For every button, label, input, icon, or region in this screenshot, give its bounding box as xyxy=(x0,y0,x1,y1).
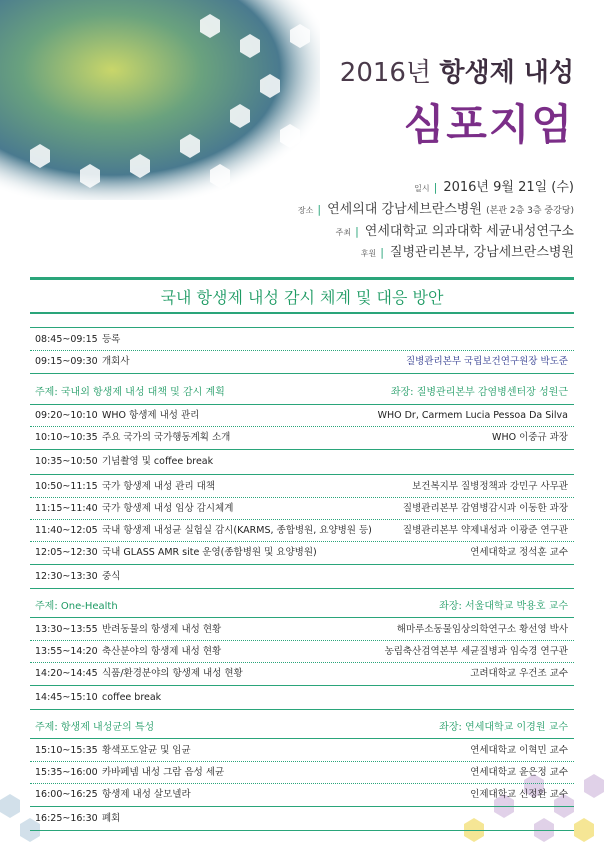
title-year: 2016년 xyxy=(339,58,432,88)
program-row: 08:45~09:15 등록 xyxy=(35,334,121,345)
program-row: 13:55~14:20 축산분야의 항생제 내성 현황 농림축산검역본부 세균질병과 임숙경 연구관 xyxy=(35,646,568,657)
title-sub: 심포지엄 xyxy=(403,100,574,149)
title-main xyxy=(340,52,574,89)
program-row: 16:00~16:25 항생제 내성 살모넬라 인제대학교 신정환 교수 xyxy=(35,789,568,800)
title-topic: 항생제 내성 xyxy=(439,58,574,88)
program-row: 14:20~14:45 식품/환경분야의 항생제 내성 현황 고려대학교 우건조 교수 xyxy=(35,668,568,679)
program-row: 10:35~10:50 기념촬영 및 coffee break xyxy=(35,456,214,467)
info-sponsor: 후원 | 질병관리본부, 강남세브란스병원 xyxy=(360,245,574,260)
program-row: 12:05~12:30 국내 GLASS AMR site 운영(종합병원 및 요양병원) 연세대학교 정석훈 교수 xyxy=(35,547,568,558)
program-row: 13:30~13:55 반려동물의 항생제 내성 현황 해마루소동물임상의학연구소 황선영 박사 xyxy=(35,624,568,635)
program-row: 11:15~11:40 국가 항생제 내성 임상 감시체계 질병관리본부 감염병감시과 이동한 과장 xyxy=(35,503,568,514)
info-host: 주최 | 연세대학교 의과대학 세균내성연구소 xyxy=(335,224,574,239)
program-row: 10:50~11:15 국가 항생제 내성 관리 대책 보건복지부 질병정책과 강민구 사무관 xyxy=(35,481,568,492)
info-venue: 장소 | 연세의대 강남세브란스병원 (본관 2층 3층 중강당) xyxy=(297,202,574,217)
program-row: 12:30~13:30 중식 xyxy=(35,571,121,582)
divider-bottom xyxy=(30,312,574,314)
info-date: 일시 | 2016년 9월 21일 (수) xyxy=(414,180,574,195)
hexagon-decoration xyxy=(0,0,320,200)
theme-row: 주제: 항생제 내성균의 특성 좌장: 연세대학교 이경원 교수 xyxy=(35,722,568,733)
program-row: 11:40~12:05 국내 항생제 내성균 실험실 감시(KARMS, 종합병원, 요양병원 등) 질병관리본부 약제내성과 이광준 연구관 xyxy=(35,525,568,536)
section-title: 국내 항생제 내성 감시 체계 및 대응 방안 xyxy=(160,288,444,307)
theme-row: 주제: 국내외 항생제 내성 대책 및 감시 계획 좌장: 질병관리본부 감염병센터장 성원근 xyxy=(35,387,568,398)
theme-row: 주제: One-Health 좌장: 서울대학교 박용호 교수 xyxy=(35,601,568,612)
program-row: 09:20~10:10 WHO 항생제 내성 관리 WHO Dr, Carmem Lucia Pessoa Da Silva xyxy=(35,410,568,421)
program-row: 15:35~16:00 카바페넴 내성 그람 음성 세균 연세대학교 윤은정 교수 xyxy=(35,767,568,778)
program-row: 16:25~16:30 폐회 xyxy=(35,813,121,824)
program-row: 10:10~10:35 주요 국가의 국가행동계획 소개 WHO 이중규 과장 xyxy=(35,432,568,443)
program-row: 14:45~15:10 coffee break xyxy=(35,692,162,703)
program-row: 09:15~09:30 개회사 질병관리본부 국립보건연구원장 박도준 xyxy=(35,356,568,367)
divider-top xyxy=(30,277,574,280)
program-row: 15:10~15:35 황색포도알균 및 임균 연세대학교 이혁민 교수 xyxy=(35,745,568,756)
